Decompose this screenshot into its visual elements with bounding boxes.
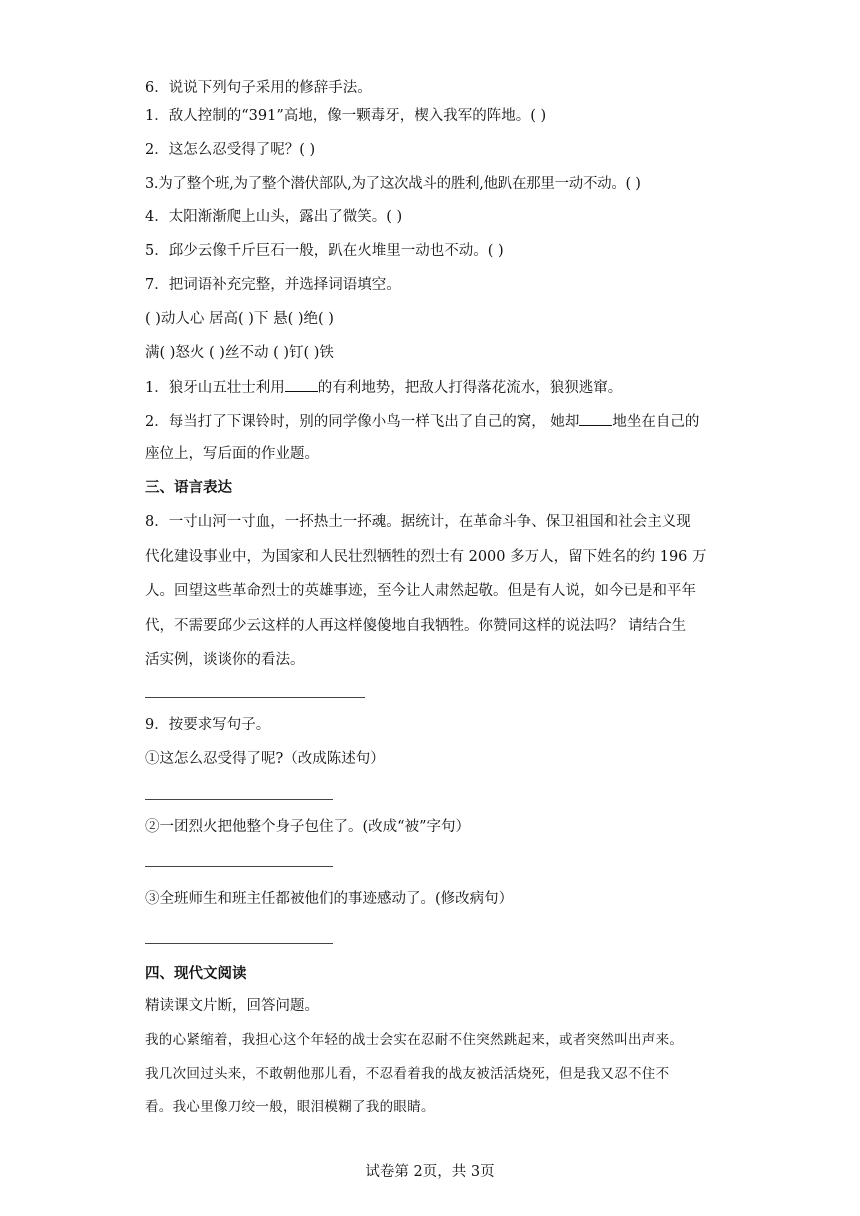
- q9-item-2: ②一团烈火把他整个身子包住了。(改成“被”字句）: [145, 819, 470, 835]
- q7-sentence-2-pre: 2．每当打了下课铃时，别的同学像小鸟一样飞出了自己的窝， 她却: [145, 414, 580, 430]
- q9-title: 9．按要求写句子。: [145, 717, 271, 733]
- q7-sentence-2-cont: 座位上，写后面的作业题。: [145, 446, 319, 462]
- q8-line-1: 8．一寸山河一寸血，一抔热土一抔魂。据统计，在革命斗争、保卫祖国和社会主义现: [145, 514, 691, 530]
- q9-item-3: ③全班师生和班主任都被他们的事迹感动了。(修改病句）: [145, 891, 514, 907]
- q8-line-3: 人。回望这些革命烈士的英雄事迹，至今让人肃然起敬。但是有人说，如今已是和平年: [145, 583, 696, 599]
- q8-line-4: 代，不需要邱少云这样的人再这样傻傻地自我牺牲。你赞同这样的说法吗？ 请结合生: [145, 618, 687, 634]
- reading-passage-line-1: 我的心紧缩着，我担心这个年轻的战士会实在忍耐不住突然跳起来，或者突然叫出声来。: [145, 1032, 684, 1048]
- section-heading-3: 三、语言表达: [145, 479, 232, 496]
- q8-line-2: 代化建设事业中，为国家和人民壮烈牺牲的烈士有 2000 多万人，留下姓名的约 196 万: [145, 549, 707, 565]
- q6-item-1: 1．敌人控制的“391”高地，像一颗毒牙，楔入我军的阵地。( ): [145, 108, 547, 124]
- q7-title: 7．把词语补充完整，并选择词语填空。: [145, 277, 401, 293]
- q7-blank-2[interactable]: [579, 411, 612, 426]
- q6-item-5: 5．邱少云像千斤巨石一般，趴在火堆里一动也不动。( ): [145, 243, 504, 259]
- q6-item-3: 3.为了整个班,为了整个潜伏部队,为了这次战斗的胜利,他趴在那里一动不动。( ): [145, 176, 641, 192]
- q8-line-5: 活实例，谈谈你的看法。: [145, 652, 305, 668]
- q7-blank-1[interactable]: [285, 377, 318, 392]
- q9-answer-line-1[interactable]: [145, 799, 333, 800]
- reading-instruction: 精读课文片断，回答问题。: [145, 998, 319, 1014]
- q6-item-2: 2．这怎么忍受得了呢？( ): [145, 142, 316, 158]
- page-footer: 试卷第 2页，共 3页: [365, 1164, 495, 1180]
- q7-sentence-2: [145, 411, 699, 432]
- q7-sentence-1: [145, 377, 622, 398]
- q9-answer-line-3[interactable]: [145, 943, 333, 944]
- q9-answer-line-2[interactable]: [145, 866, 333, 867]
- q7-word-row-2: 满( )怒火 ( )丝不动 ( )钉( )铁: [145, 345, 334, 361]
- q7-sentence-2-post: 地坐在自己的: [612, 414, 700, 430]
- q7-word-row-1: ( )动人心 居高( )下 悬( )绝( ): [145, 311, 334, 327]
- q9-item-1: ①这怎么忍受得了呢?（改成陈述句）: [145, 751, 385, 767]
- q7-sentence-1-post: 的有利地势，把敌人打得落花流水，狼狈逃窜。: [317, 380, 623, 396]
- q6-item-4: 4．太阳渐渐爬上山头，露出了微笑。( ): [145, 209, 403, 225]
- section-heading-4: 四、现代文阅读: [145, 965, 247, 982]
- q8-answer-line[interactable]: [145, 697, 365, 698]
- reading-passage-line-3: 看。我心里像刀绞一般，眼泪模糊了我的眼睛。: [145, 1099, 435, 1115]
- q7-sentence-1-pre: 1．狼牙山五壮士利用: [145, 380, 285, 396]
- q6-title: 6．说说下列句子采用的修辞手法。: [145, 80, 372, 96]
- reading-passage-line-2: 我几次回过头来，不敢朝他那儿看，不忍看着我的战友被活活烧死，但是我又忍不住不: [145, 1066, 670, 1082]
